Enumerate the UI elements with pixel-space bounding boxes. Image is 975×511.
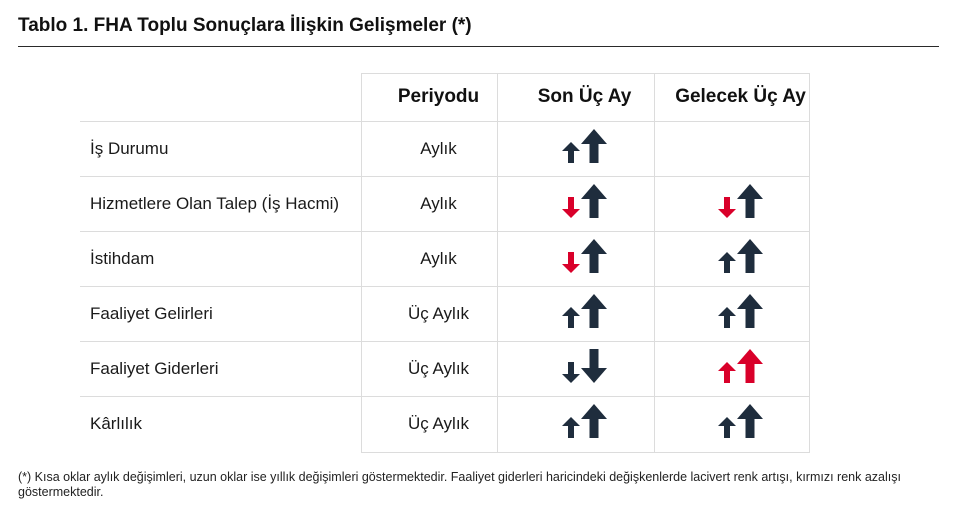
arrow-pair xyxy=(718,404,763,438)
arrow-pair xyxy=(562,349,607,383)
row-period: Aylık xyxy=(420,193,457,213)
table-row xyxy=(80,396,818,451)
last-three-months-cell xyxy=(506,176,663,231)
arrow-up-navy-small-icon xyxy=(718,307,736,328)
header-label xyxy=(80,73,371,121)
arrow-up-navy-large-icon xyxy=(581,184,607,218)
arrow-up-navy-large-icon xyxy=(737,184,763,218)
arrow-pair xyxy=(562,294,607,328)
grid-line xyxy=(361,452,810,453)
arrow-down-red-small-icon xyxy=(718,197,736,218)
next-three-months-cell xyxy=(663,121,818,176)
footnote: (*) Kısa oklar aylık değişimleri, uzun oklar ise yıllık değişimleri göstermektedir. Faaliyet giderleri haricindeki değişkenlerde lacivert renk artışı, kırmızı renk azalışı göstermektedir. xyxy=(18,470,901,499)
last-three-months-cell xyxy=(506,396,663,451)
row-label: İş Durumu xyxy=(90,138,169,158)
arrow-up-navy-small-icon xyxy=(562,417,580,438)
arrow-down-navy-large-icon xyxy=(581,349,607,383)
row-label: Kârlılık xyxy=(90,413,142,433)
last-three-months-cell xyxy=(506,286,663,341)
arrow-pair xyxy=(562,129,607,163)
last-three-months-cell xyxy=(506,341,663,396)
header-next-three-months: Gelecek Üç Ay xyxy=(675,86,806,107)
row-label: İstihdam xyxy=(90,248,155,268)
row-period: Üç Aylık xyxy=(407,358,470,378)
row-period: Aylık xyxy=(420,248,457,268)
arrow-up-navy-large-icon xyxy=(737,404,763,438)
table-row xyxy=(80,176,818,231)
arrow-up-navy-small-icon xyxy=(562,307,580,328)
arrow-up-navy-small-icon xyxy=(562,142,580,163)
arrow-pair xyxy=(718,294,763,328)
table-row xyxy=(80,231,818,286)
arrow-pair xyxy=(718,349,763,383)
next-three-months-cell xyxy=(663,176,818,231)
arrow-up-navy-small-icon xyxy=(718,252,736,273)
developments-table xyxy=(80,73,818,451)
arrow-down-navy-small-icon xyxy=(562,362,580,383)
table-header-row xyxy=(80,73,818,121)
table-row xyxy=(80,286,818,341)
row-period: Aylık xyxy=(420,138,457,158)
next-three-months-cell xyxy=(663,286,818,341)
last-three-months-cell xyxy=(506,121,663,176)
arrow-up-red-large-icon xyxy=(737,349,763,383)
arrow-pair xyxy=(562,239,607,273)
header-last-three-months: Son Üç Ay xyxy=(537,86,632,107)
row-label: Faaliyet Giderleri xyxy=(90,358,219,378)
next-three-months-cell xyxy=(663,396,818,451)
arrow-up-navy-large-icon xyxy=(581,294,607,328)
row-label: Faaliyet Gelirleri xyxy=(90,303,213,323)
arrow-pair xyxy=(562,404,607,438)
arrow-down-red-small-icon xyxy=(562,252,580,273)
arrow-up-navy-large-icon xyxy=(737,239,763,273)
arrow-up-navy-small-icon xyxy=(718,417,736,438)
arrow-pair xyxy=(718,239,763,273)
title-divider xyxy=(18,46,939,47)
last-three-months-cell xyxy=(506,231,663,286)
row-label: Hizmetlere Olan Talep (İş Hacmi) xyxy=(90,193,340,213)
row-period: Üç Aylık xyxy=(407,413,470,433)
next-three-months-cell xyxy=(663,341,818,396)
header-period: Periyodu xyxy=(397,86,480,107)
arrow-up-red-small-icon xyxy=(718,362,736,383)
arrow-pair xyxy=(562,184,607,218)
table-title: Tablo 1. FHA Toplu Sonuçlara İlişkin Gelişmeler (*) xyxy=(18,15,472,36)
arrow-up-navy-large-icon xyxy=(581,239,607,273)
arrow-down-red-small-icon xyxy=(562,197,580,218)
table-row xyxy=(80,341,818,396)
arrow-up-navy-large-icon xyxy=(581,129,607,163)
table-row xyxy=(80,121,818,176)
arrow-pair xyxy=(718,184,763,218)
row-period: Üç Aylık xyxy=(407,303,470,323)
arrow-up-navy-large-icon xyxy=(737,294,763,328)
arrow-up-navy-large-icon xyxy=(581,404,607,438)
next-three-months-cell xyxy=(663,231,818,286)
